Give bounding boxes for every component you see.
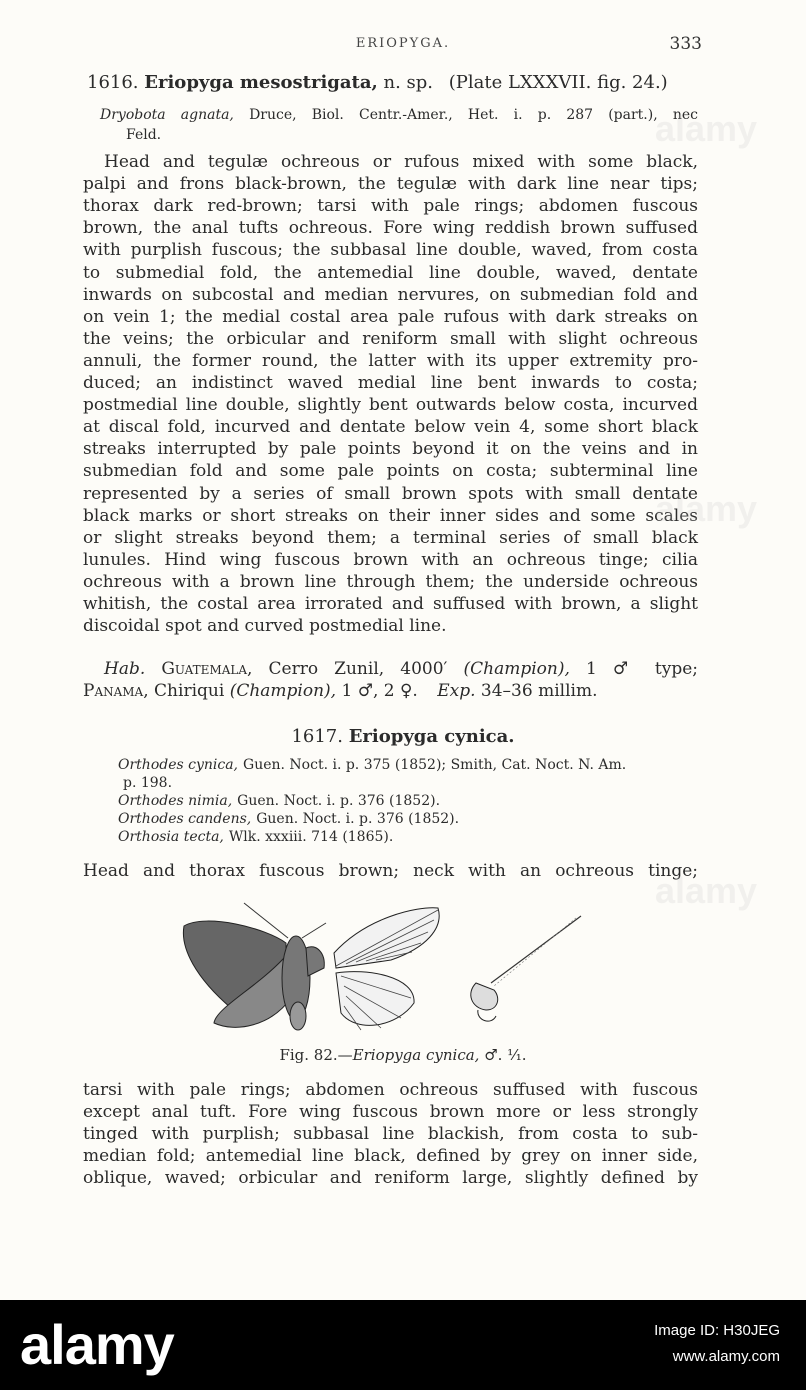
habitat-line-2 [83, 681, 597, 701]
habitat-place: Panama, [83, 681, 149, 701]
watermark: alamy [655, 108, 758, 149]
synonym-reference: Druce, Biol. Centr.-Amer., Het. i. p. 287 (part.), nec [249, 107, 698, 123]
habitat-label: Hab. [104, 659, 146, 679]
synonym-entry [118, 793, 440, 809]
figure-caption-label: Fig. 82.— [279, 1046, 353, 1064]
description-line: the veins; the orbicular and reniform small with slight ochreous [83, 328, 698, 349]
synonym-reference: Guen. Noct. i. p. 376 (1852). [256, 811, 460, 827]
species-1617-heading [0, 726, 806, 747]
watermark: alamy [655, 870, 758, 911]
species-1617-description-start: Head and thorax fuscous brown; neck with an ochreous tinge; [83, 861, 698, 881]
description-line: except anal tuft. Fore wing fuscous brown more or less strongly [83, 1102, 698, 1123]
description-line: submedian fold and some pale points on costa; subterminal line [83, 461, 698, 482]
habitat-collector: (Champion), [229, 681, 337, 701]
moth-upperside-illustration [183, 903, 326, 1030]
description-line: postmedial line double, slightly bent outwards below costa, incurved [83, 395, 698, 416]
page-number: 333 [669, 34, 702, 54]
synonym-line [100, 107, 698, 123]
description-line: palpi and frons black-brown, the tegulæ with dark line near tips; [83, 174, 698, 195]
alamy-logo: alamy [20, 1313, 174, 1376]
description-line: represented by a series of small brown spots with small dentate [83, 483, 698, 504]
synonym-name: Orthodes cynica, [118, 757, 239, 773]
figure-caption-scale: ♂. ⅟₁. [484, 1046, 527, 1064]
description-line: with purplish fuscous; the subbasal line double, waved, from costa [83, 240, 698, 261]
synonym-name: Dryobota agnata, [100, 107, 234, 123]
habitat-locality: Chiriqui [154, 681, 225, 701]
description-line: black marks or short streaks on their inner sides and some scales [83, 505, 698, 526]
species-number: 1617. [291, 726, 343, 747]
description-line: lunules. Hind wing fuscous brown with an ochreous tinge; cilia [83, 549, 698, 570]
habitat-locality: Cerro Zunil, 4000′ [268, 659, 448, 679]
figure-caption-species: Eriopyga cynica, [352, 1046, 480, 1064]
synonym-name: Orthosia tecta, [118, 829, 224, 845]
description-line: tarsi with pale rings; abdomen ochreous suffused with fuscous [83, 1080, 698, 1100]
description-line: streaks interrupted by pale points beyond it on the veins and in [83, 439, 698, 460]
description-line: duced; an indistinct waved medial line bent inwards to costa; [83, 373, 698, 393]
description-line: at discal fold, incurved and dentate below vein 4, some short black [83, 417, 698, 438]
description-line: inwards on subcostal and median nervures, on submedian fold and [83, 284, 698, 305]
description-line: on vein 1; the medial costal area pale rufous with dark streaks on [83, 306, 698, 327]
synonym-reference: Guen. Noct. i. p. 376 (1852). [237, 793, 441, 809]
species-name: Eriopyga mesostrigata, [144, 72, 378, 93]
description-line: ochreous with a brown line through them; the underside ochreous [83, 571, 698, 592]
habitat-count: 1 ♂, 2 ♀. [341, 681, 418, 701]
description-line: Head and tegulæ ochreous or rufous mixed with some black, [104, 152, 698, 172]
plate-reference: (Plate LXXXVII. fig. 24.) [448, 72, 668, 93]
synonym-entry [118, 775, 172, 791]
species-number: 1616. [87, 72, 139, 93]
description-line: or slight streaks beyond them; a terminal series of small black [83, 527, 698, 548]
habitat-collector: (Champion), [463, 659, 570, 679]
expanse-value: 34–36 millim. [480, 681, 598, 701]
description-line: to submedial fold, the antemedial line double, waved, dentate [83, 262, 698, 283]
moth-wing-venation-illustration [334, 908, 439, 1030]
habitat-line-1 [104, 659, 698, 679]
moth-figure [176, 898, 596, 1038]
synonym-reference: p. 198. [123, 775, 173, 791]
description-line: annuli, the former round, the latter with its upper extremity pro- [83, 350, 698, 371]
description-line: thorax dark red-brown; tarsi with pale rings; abdomen fuscous [83, 196, 698, 217]
synonym-reference: Guen. Noct. i. p. 375 (1852); Smith, Cat. Noct. N. Am. [243, 757, 627, 773]
site-url: www.alamy.com [672, 1348, 780, 1365]
running-title: ERIOPYGA. [355, 36, 451, 51]
habitat-place: Guatemala, [161, 659, 253, 679]
habitat-count: 1 ♂ type; [585, 659, 698, 679]
description-line: brown, the anal tufts ochreous. Fore wing reddish brown suffused [83, 218, 698, 239]
species-status: n. sp. [383, 72, 434, 93]
synonym-entry [118, 829, 393, 845]
figure-caption [0, 1046, 806, 1064]
expanse-label: Exp. [437, 681, 476, 701]
description-line: oblique, waved; orbicular and reniform large, slightly defined by [83, 1168, 698, 1189]
synonym-entry [118, 757, 626, 773]
description-line: tinged with purplish; subbasal line blackish, from costa to sub- [83, 1124, 698, 1145]
moth-proboscis-illustration [471, 916, 581, 1021]
image-id: Image ID: H30JEG [654, 1322, 780, 1339]
watermark: alamy [655, 488, 758, 529]
synonym-reference: Wlk. xxxiii. 714 (1865). [228, 829, 394, 845]
synonym-name: Orthodes candens, [118, 811, 252, 827]
synonym-name: Orthodes nimia, [118, 793, 233, 809]
description-line: discoidal spot and curved postmedial line. [83, 616, 447, 637]
description-line: median fold; antemedial line black, defined by grey on inner side, [83, 1146, 698, 1167]
species-name: Eriopyga cynica. [348, 726, 515, 747]
synonym-entry [118, 811, 459, 827]
description-line: whitish, the costal area irrorated and suffused with brown, a slight [83, 594, 698, 614]
species-1616-heading [87, 72, 668, 93]
synonym-continuation: Feld. [126, 127, 162, 143]
